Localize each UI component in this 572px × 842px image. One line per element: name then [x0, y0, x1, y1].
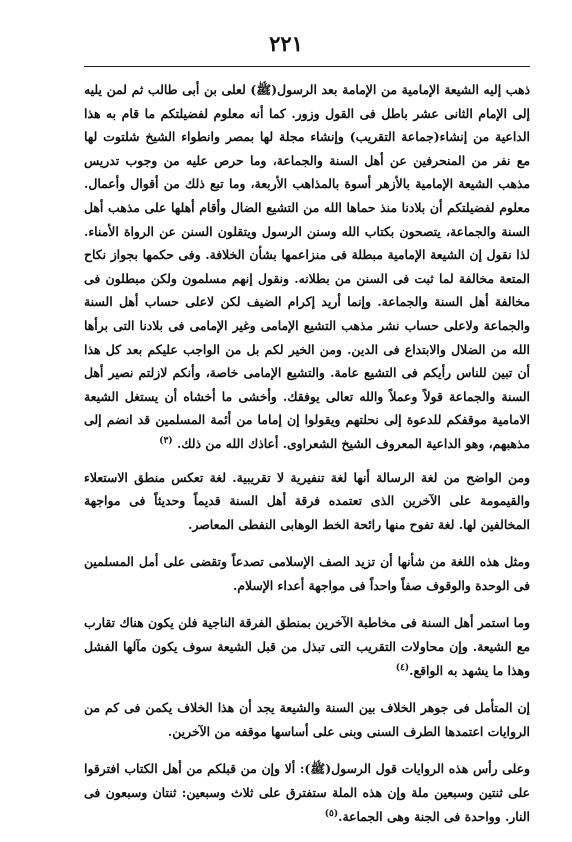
footnote-marker-3: (٣)	[159, 435, 173, 446]
body-text	[84, 78, 530, 842]
paragraph-6	[84, 757, 530, 828]
paragraph-6-text: وعلى رأس هذه الروايات قول الرسول(ﷺ): ألا وإن من قبلكم من أهل الكتاب افترقوا على ثنتين وسبعين ملة وإن هذه الملة ستفترق على ثلاث وسبعين: ثنتان وسبعون فى النار. وواحدة فى الجنة وهى الجماعة.	[84, 761, 530, 824]
header-rule	[84, 66, 530, 67]
paragraph-5	[84, 696, 530, 743]
paragraph-1	[84, 78, 530, 456]
page-number: ٢٢١	[269, 31, 303, 56]
footnote-marker-4: (٤)	[395, 662, 410, 673]
paragraph-2-text: ومن الواضح من لغة الرسالة أنها لغة تنفيرية لا تقريبية. لغة تعكس منطق الاستعلاء والقيمومة على الآخرين الذى تعتمده فرقة أهل السنة قديماً وحديثاً فى مواجهة المخالفين لها. لغة تفوح منها رائحة الخط الوهابى النفطى المعاصر.	[84, 469, 530, 532]
paragraph-4-text: وما استمر أهل السنة فى مخاطبة الآخرين بمنطق الفرقة الناجية فلن يكون هناك تقارب مع الشيعة. وإن محاولات التقريب التى تبذل من قبل الشيعة سوف يكون مآلها الفشل وهذا ما يشهد به الواقع.	[83, 615, 530, 678]
paragraph-3-text: ومثل هذه اللغة من شأنها أن تزيد الصف الإسلامى تصدعاً وتقضى على أمل المسلمين فى الوحدة والوقوف صفاً واحداً فى مواجهة أعداء الإسلام.	[84, 554, 530, 593]
footnote-marker-5: (٥)	[324, 808, 339, 819]
paragraph-2	[84, 466, 530, 537]
paragraph-5-text: إن المتأمل فى جوهر الخلاف بين السنة والشيعة يجد أن هذا الخلاف يكمن فى كم من الروايات اعتمدها الطرف السنى وبنى على أساسها موقفه من الآخرين.	[84, 700, 530, 739]
paragraph-4	[84, 611, 530, 682]
paragraph-3	[84, 550, 530, 597]
paragraph-1-text: ذهب إليه الشيعة الإمامية من الإمامة بعد الرسول(ﷺ) لعلى بن أبى طالب ثم لمن يليه إلى الإمام الثانى عشر باطل فى القول وزور. كما أنه معلوم لفضيلتكم ما قام به هذا الداعية من إنشاء(جماعة التقريب) وإنشاء مجلة لها بمصر وانطواء الشيخ شلتوت لها مع نفر من المنحرفين عن أهل السنة والجماعة، وما حرص عليه من وجوب تدريس مذهب الشيعة الإمامية بالأزهر أسوة بالمذاهب الأربعة، وما تبع ذلك من أقوال وأعمال. معلوم لفضيلتكم أن بلادنا منذ حماها الله من التشيع الضال وأقام أهلها على مذهب أهل السنة والجماعة، يتصحون بكتاب الله وسنن الرسول ويتقلون السنن عن الرواة الأمناء. لذا نقول إن الشيعة الإمامية مبطلة فى منزاعمها بشأن الخلافة. وفى حكمها بجواز نكاح المتعة مخالفة لما ثبت فى السنن من بطلانه. ونقول إنهم مسلمون ولكن مبطلون فى مخالفة أهل السنة والجماعة. وإنما أريد إكرام الضيف لكن لاعلى حساب أهل السنة والجماعة ولاعلى حساب نشر مذهب التشيع الإمامى وغير الإمامى فى بلادنا التى برأها الله من الضلال والابتداع فى الدين. ومن الخير لكم بل من الواجب عليكم بعد كل هذا أن تبين للناس رأيكم فى التشيع عامة. والتشيع الإمامى خاصة، وأنكم لازلتم نصير أهل السنة والجماعة قولاً وعملاً والله تعالى يوفقك. وأخشى ما أخشاه أن يستغل الشيعة الامامية موقفكم للدعوة إلى نحلتهم ويقولوا إن إماما من أئمة المسلمين قد انضم إلى مذهبهم، وهو الداعية المعروف الشيخ الشعراوى. أعاذك الله من ذلك.	[84, 82, 530, 451]
